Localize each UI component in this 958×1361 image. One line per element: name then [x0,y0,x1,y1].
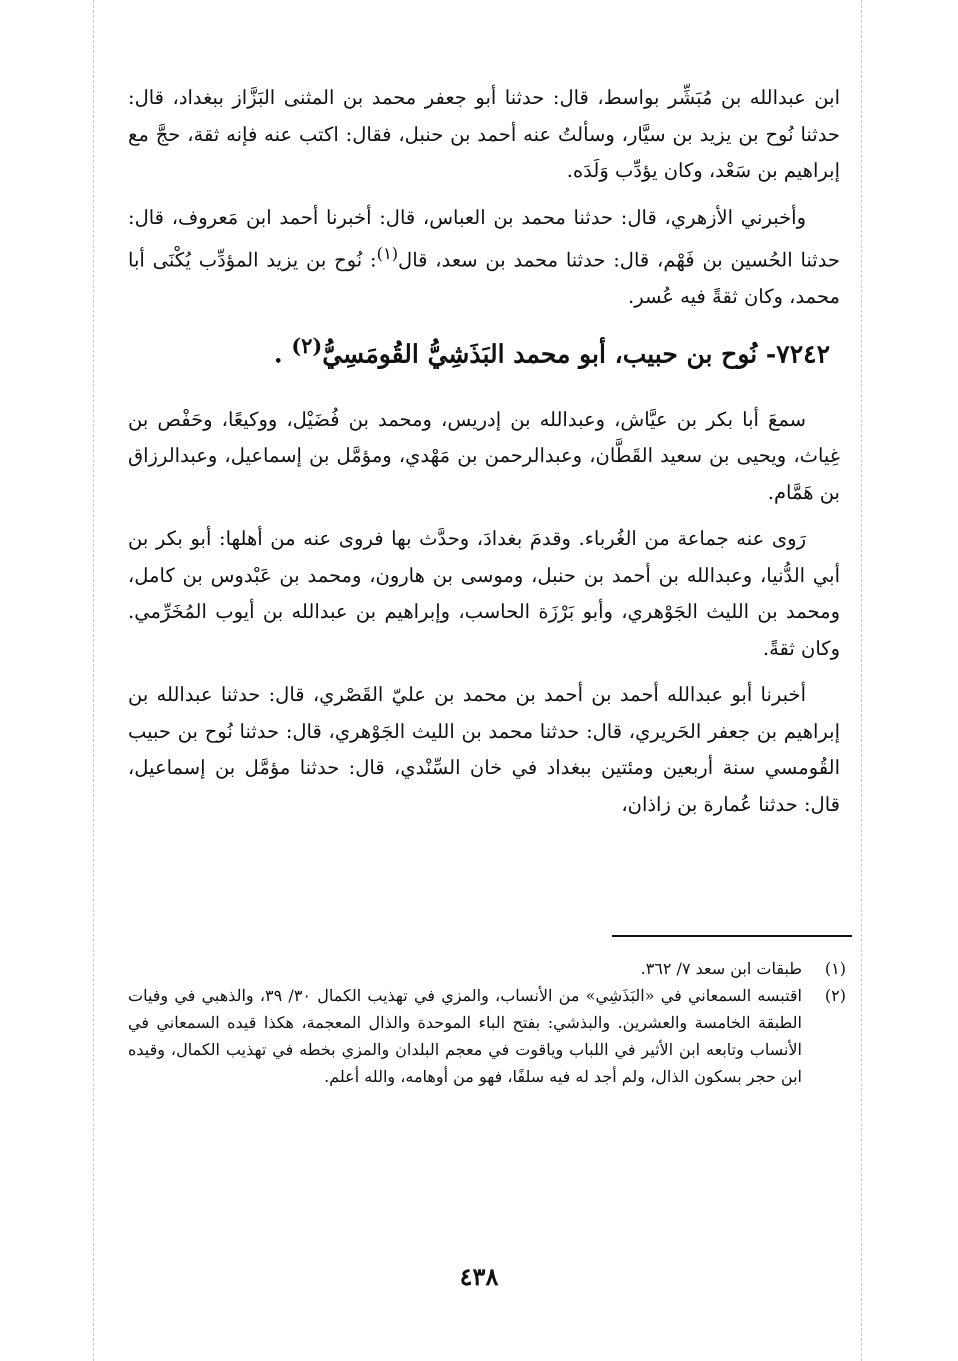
footnotes [128,955,846,1090]
footnote-ref-1[interactable]: (١) [376,244,399,263]
scan-margin-left [93,0,94,1361]
footnote-1 [128,955,846,982]
paragraph-2 [128,200,840,316]
paragraph-1: ابن عبدالله بن مُبَشِّر بواسط، قال: حدثنا أبو جعفر محمد بن المثنى البَزَّاز ببغداد، قال: حدثنا نُوح بن يزيد بن سيَّار، وسألتُ عنه أحمد بن حنبل، فقال: اكتب عنه فإنه ثقة، حجَّ مع إبراهيم بن سَعْد، وكان يؤدِّب وَلَدَه. [128,86,840,182]
entry-heading-end: . [273,338,283,368]
paragraph-5: أخبرنا أبو عبدالله أحمد بن أحمد بن محمد بن عليّ القَصْري، قال: حدثنا عبدالله بن إبراهيم بن جعفر الحَريري، قال: حدثنا محمد بن الليث الجَوْهري، قال: حدثنا نُوح بن حبيب القُومسي سنة أربعين ومئتين ببغداد في خان السِّنْدي، قال: حدثنا مؤمَّل بن إسماعيل، قال: حدثنا عُمارة بن زاذان، [128,683,840,816]
footnote-2-text: اقتبسه السمعاني في «البَذَشِي» من الأنساب، والمزي في تهذيب الكمال ٣٠/ ٣٩، والذهبي في وفيات الطبقة الخامسة والعشرين. والبذشي: بفتح الباء الموحدة والذال المعجمة، هكذا قيده السمعاني في الأنساب وتابعه ابن الأثير في اللباب وياقوت في معجم البلدان والمزي بخطه في تهذيب الكمال، وقيده ابن حجر بسكون الذال، ولم أجد له فيه سلفًا، فهو من أوهامه، والله أعلم. [128,986,803,1086]
entry-heading-text: ٧٢٤٢- نُوح بن حبيب، أبو محمد البَذَشِيُّ القُومَسِيُّ [322,338,830,368]
paragraph-2-rest: : نُوح بن يزيد المؤدِّب يُكْنَى أبا محمد، وكان ثقةً فيه عُسر. [128,248,840,308]
paragraph-2-text: وأخبرني الأزهري، قال: حدثنا محمد بن العباس، قال: أخبرنا أحمد ابن مَعروف، قال: حدثنا الحُسين بن فَهْم، قال: حدثنا محمد بن سعد، قال [128,205,840,272]
footnote-separator [612,935,852,937]
page-number: ٤٣٨ [459,1262,499,1291]
paragraph-4: رَوى عنه جماعة من الغُرباء. وقدمَ بغدادَ، وحدَّث بها فروى عنه من أهلها: أبو بكر بن أبي الدُّنيا، وعبدالله بن أحمد بن حنبل، وموسى بن هارون، ومحمد بن عَبْدوس بن كامل، ومحمد بن الليث الجَوْهري، وأبو بَرْزَة الحاسب، وإبراهيم بن عبدالله بن أيوب المُخَرِّمي. وكان ثقةً. [128,527,840,660]
footnote-1-text: طبقات ابن سعد ٧/ ٣٦٢. [640,959,802,978]
footnote-ref-2[interactable]: (٢) [291,332,323,358]
footnote-1-number: (١) [824,959,846,978]
main-text [128,80,840,833]
scan-margin-right [861,0,862,1361]
paragraph-3: سمعَ أبا بكر بن عيَّاش، وعبدالله بن إدريس، ومحمد بن فُضَيْل، ووكيعًا، وحَفْص بن غِياث، ويحيى بن سعيد القَطَّان، وعبدالرحمن بن مَهْدي، ومؤمَّل بن إسماعيل، وعبدالرزاق بن هَمَّام. [128,407,840,504]
footnote-2 [128,982,846,1090]
footnote-2-number: (٢) [824,986,846,1005]
entry-heading [128,326,840,374]
